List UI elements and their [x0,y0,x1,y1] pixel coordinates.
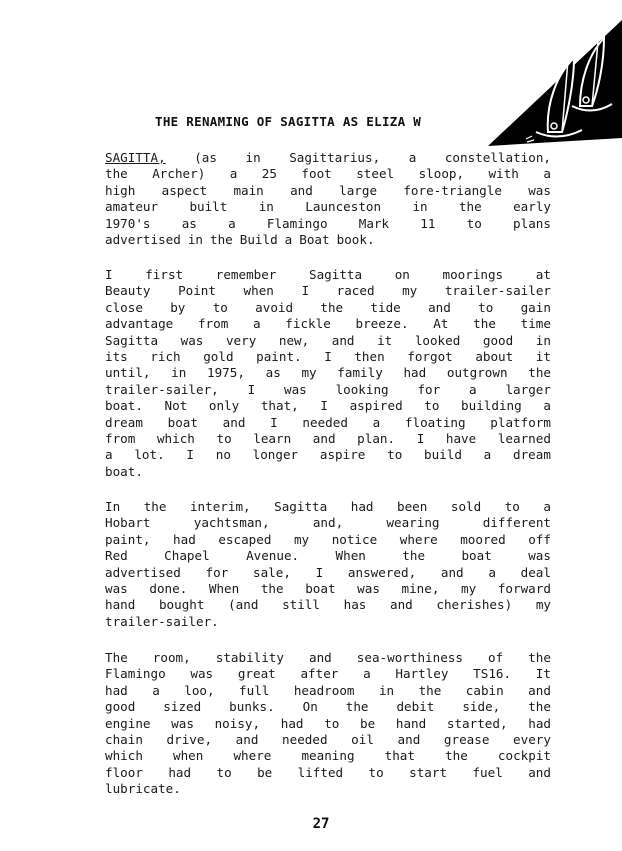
sailboats-illustration-icon [488,20,622,146]
paragraph-3 [105,499,551,630]
text-line: the Archer) a 25 foot steel sloop, with a [105,166,551,182]
text-line: Hobart yachtsman, and, wearing different [105,515,551,531]
paragraph-4 [105,650,551,798]
page-title: THE RENAMING OF SAGITTA AS ELIZA W [155,114,422,129]
text-line: advertised in the Build a Boat book. [105,231,375,247]
text-line: In the interim, Sagitta had been sold to a [105,499,551,514]
text-line: hand bought (and still has and cherishes) my [105,597,551,613]
text-line: lubricate. [105,781,181,797]
text-line: trailer-sailer. [105,613,219,629]
page-number: 27 [312,816,330,832]
text-line: close by to avoid the tide and to gain [105,299,551,315]
text-line: engine was noisy, had to be hand started, had [105,715,551,731]
text-line: advantage from a fickle breeze. At the time [105,316,551,332]
text-line: good sized bunks. On the debit side, the [105,699,551,715]
text-line: I first remember Sagitta on moorings at [105,267,551,282]
text-line: Flamingo was great after a Hartley TS16. It [105,666,551,682]
text-line: trailer-sailer, I was looking for a larger [105,381,551,397]
text-line: had a loo, full headroom in the cabin and [105,682,551,698]
paragraph-1 [105,150,551,248]
text-line: Beauty Point when I raced my trailer-sailer [105,283,551,299]
text-line: Sagitta was very new, and it looked good in [105,332,551,348]
text-line: from which to learn and plan. I have learned [105,430,551,446]
text-line: 1970's as a Flamingo Mark 11 to plans [105,215,551,231]
text-line: Red Chapel Avenue. When the boat was [105,548,551,564]
text-line: boat. Not only that, I aspired to building a [105,398,551,414]
text-line: high aspect main and large fore-triangle was [105,182,551,198]
text-line: boat. [105,463,143,479]
text-line: amateur built in Launceston in the early [105,199,551,215]
text-line: chain drive, and needed oil and grease every [105,731,551,747]
text-line: The room, stability and sea-worthiness of the [105,650,551,665]
text-line: paint, had escaped my notice where moored off [105,531,551,547]
text-line: a lot. I no longer aspire to build a dream [105,447,551,463]
text-line: until, in 1975, as my family had outgrown the [105,365,551,381]
text-line: its rich gold paint. I then forgot about it [105,348,551,364]
text-line: SAGITTA, (as in Sagittarius, a constellation, [105,150,551,165]
paragraph-2 [105,267,551,480]
text-line: floor had to be lifted to start fuel and [105,764,551,780]
text-line: was done. When the boat was mine, my forward [105,580,551,596]
text-line: which when where meaning that the cockpit [105,748,551,764]
text-line: advertised for sale, I answered, and a deal [105,564,551,580]
text-line: dream boat and I needed a floating platform [105,414,551,430]
